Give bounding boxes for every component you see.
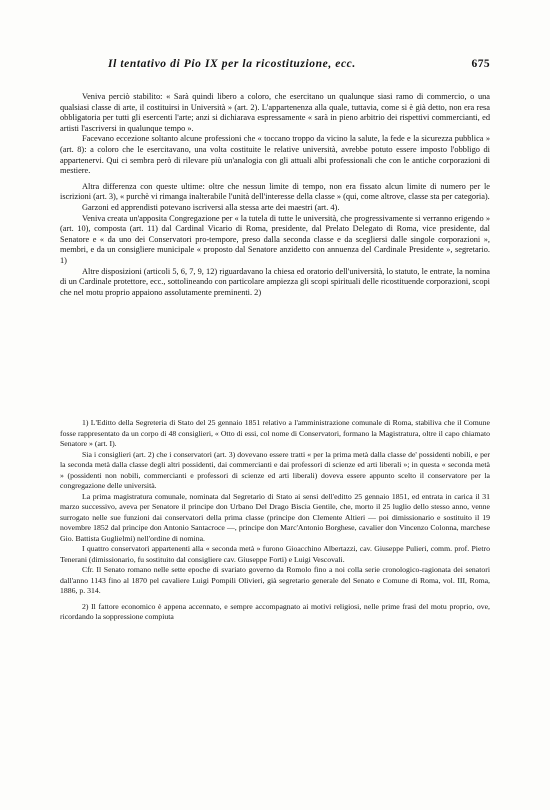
running-header (60, 58, 490, 74)
main-text (60, 92, 490, 298)
footnote: 2) Il fattore economico è appena accennato, e sempre accompagnato ai motivi religiosi, nelle prime frasi del motu proprio, ove, ricordando la soppressione compiuta (60, 601, 490, 621)
page-number: 675 (471, 58, 490, 70)
footnote-citation: Cfr. Il Senato romano nelle sette epoche di svariato governo da Romolo fino a noi colla serie cronologico-ragionata dei senatori dall'anno 1143 fino al 1870 pel cavaliere Luigi Pompili Olivieri, già segretario generale del Senato e Comune di Roma, vol. III, Roma, 1886, p. 314. (60, 565, 490, 595)
footnote: La prima magistratura comunale, nominata dal Segretario di Stato ai sensi dell'editto 25 gennaio 1851, ed entrata in carica il 31 marzo successivo, aveva per Senatore il principe don Urbano Del Drago Biscia Gentile, che, morto il 25 luglio dello stesso anno, venne surrogato nelle sue funzioni dai conservatori della prima classe (principe don Clemente Altieri — poi dimissionario e sostituito il 19 novembre 1852 dal principe don Antonio Santacroce —, principe don Marc'Antonio Borghese, cavalier don Vincenzo Colonna, marchese Gio. Battista Guglielmi) nell'ordine di nomina. (60, 491, 490, 543)
paragraph: Facevano eccezione soltanto alcune professioni che « toccano troppo da vicino la salute, la fede e la sicurezza pubblica » (art. 8): a coloro che le esercitavano, una volta costituite le relative università, avrebbe potuto essere imposto l'obbligo di appartenervi. Qui ci sembra però di rilevare più un'analogia con gli attuali albi professionali che con le antiche corporazioni di mestiere. (60, 134, 490, 176)
paragraph: Garzoni ed apprendisti potevano iscriversi alla stessa arte dei maestri (art. 4). (82, 202, 340, 212)
paragraph: Veniva perciò stabilito: « Sarà quindi libero a coloro, che esercitano un qualunque siasi ramo di commercio, o una qualsiasi classe di arte, il costituirsi in Università » (art. 2). L'appartenenza alla quale, tuttavia, come si è già detto, non era resa obbligatoria per tutti gli esercenti l'arte; anzi si dichiarava espressamente « sarà in pieno arbitrio dei rispettivi commercianti, ed artisti l'ascriversi in qualunque tempo ». (60, 92, 490, 133)
footnotes (60, 418, 490, 623)
paragraph: Altra differenza con queste ultime: oltre che nessun limite di tempo, non era fissato alcun limite di numero per le iscrizioni (art. 3), « purchè vi rimanga inalterabile l'unità dell'interesse della classe » (qui, come altrove, classe sta per categoria). (60, 181, 490, 202)
footnote: I quattro conservatori appartenenti alla « seconda metà » furono Gioacchino Albertazzi, cav. Giuseppe Pulieri, comm. prof. Pietro Tenerani (dimissionario, fu sostituito dal consigliere cav. Giuseppe Forti) e Luigi Vescovali. (60, 544, 490, 564)
footnote: 1) L'Editto della Segreteria di Stato del 25 gennaio 1851 relativo a l'amministrazione comunale di Roma, stabiliva che il Comune fosse rappresentato da un corpo di 48 consiglieri, « Otto di essi, col nome di Conservatori, formano la Magistratura, oltre il capo chiamato Senatore » (art. I). (60, 418, 490, 448)
paragraph: Altre disposizioni (articoli 5, 6, 7, 9, 12) riguardavano la chiesa ed oratorio dell'università, lo statuto, le entrate, la nomina di un Cardinale protettore, ecc., sottolineando con particolare ampiezza gli scopi spirituali delle ricostituende corporazioni, scopi che nel motu proprio appaiono assolutamente preminenti. 2) (60, 266, 490, 297)
running-title: Il tentativo di Pio IX per la ricostituzione, ecc. (108, 58, 356, 70)
paragraph: Veniva creata un'apposita Congregazione per « la tutela di tutte le università, che progressivamente si verranno erigendo » (art. 10), composta (art. 11) dal Cardinal Vicario di Roma, presidente, dal Prelato Delegato di Roma, vice presidente, dal Senatore e « da uno dei Conservatori pro-tempore, preso dalla seconda classe e da scegliersi dalle singole corporazioni », membri, e da un consigliere municipale « proposto dal Senatore anzidetto con annuenza del Cardinale Presidente », segretario. 1) (60, 213, 490, 265)
footnote: Sia i consiglieri (art. 2) che i conservatori (art. 3) dovevano essere tratti « per la prima metà dalla classe de' possidenti nobili, e per la seconda metà dalla classe degli altri possidenti, dai commercianti e dai professori di scienze ed arti liberali »; in questa « seconda metà » (possidenti non nobili, commercianti e professori di scienze ed arti liberali) doveva essere appunto scelto il conservatore per la congregazione delle università. (60, 449, 490, 490)
